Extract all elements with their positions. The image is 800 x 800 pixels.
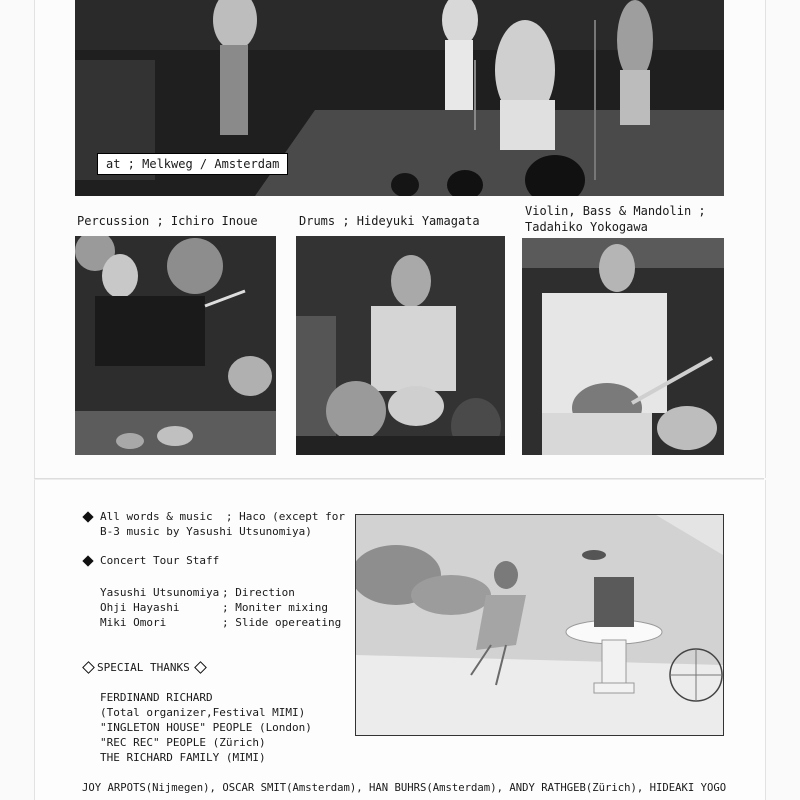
violin-label-line2: Tadahiko Yokogawa xyxy=(525,220,648,234)
thanks-item: "INGLETON HOUSE" PEOPLE (London) xyxy=(100,721,312,734)
violin-photo xyxy=(522,238,724,455)
staff-role: ; Slide opereating xyxy=(222,616,342,629)
bullet-diamond-icon xyxy=(82,555,93,566)
percussion-photo xyxy=(75,236,276,455)
drums-photo xyxy=(296,236,505,455)
thanks-item: "REC REC" PEOPLE (Zürich) xyxy=(100,736,266,749)
staff-name: Ohji Hayashi xyxy=(100,601,180,614)
staff-role: ; Moniter mixing xyxy=(222,601,328,614)
thanks-item: THE RICHARD FAMILY (MIMI) xyxy=(100,751,266,764)
violin-label-line1: Violin, Bass & Mandolin ; xyxy=(525,204,706,218)
staff-name: Miki Omori xyxy=(100,616,167,629)
hollow-diamond-icon xyxy=(194,661,207,674)
staff-name: Yasushi Utsunomiya xyxy=(100,586,220,599)
hollow-diamond-icon xyxy=(82,661,95,674)
words-music-credit-cont: B-3 music by Yasushi Utsunomiya) xyxy=(100,525,312,538)
percussion-label: Percussion ; Ichiro Inoue xyxy=(77,214,258,228)
thanks-item: FERDINAND RICHARD xyxy=(100,691,213,704)
staff-role: ; Direction xyxy=(222,586,295,599)
bullet-diamond-icon xyxy=(82,511,93,522)
staff-heading: Concert Tour Staff xyxy=(82,553,219,568)
drums-label: Drums ; Hideyuki Yamagata xyxy=(299,214,480,228)
thanks-item: (Total organizer,Festival MIMI) xyxy=(100,706,306,719)
venue-caption: at ; Melkweg / Amsterdam xyxy=(97,153,288,175)
doll-photo xyxy=(355,514,724,736)
thanks-names-line: JOY ARPOTS(Nijmegen), OSCAR SMIT(Amsterdam), HAN BUHRS(Amsterdam), ANDY RATHGEB(Zürich), HIDEAKI YOGO xyxy=(82,782,727,794)
special-thanks-heading: SPECIAL THANKS xyxy=(82,660,209,675)
words-music-credit: All words & music ; Haco (except for xyxy=(82,509,345,524)
